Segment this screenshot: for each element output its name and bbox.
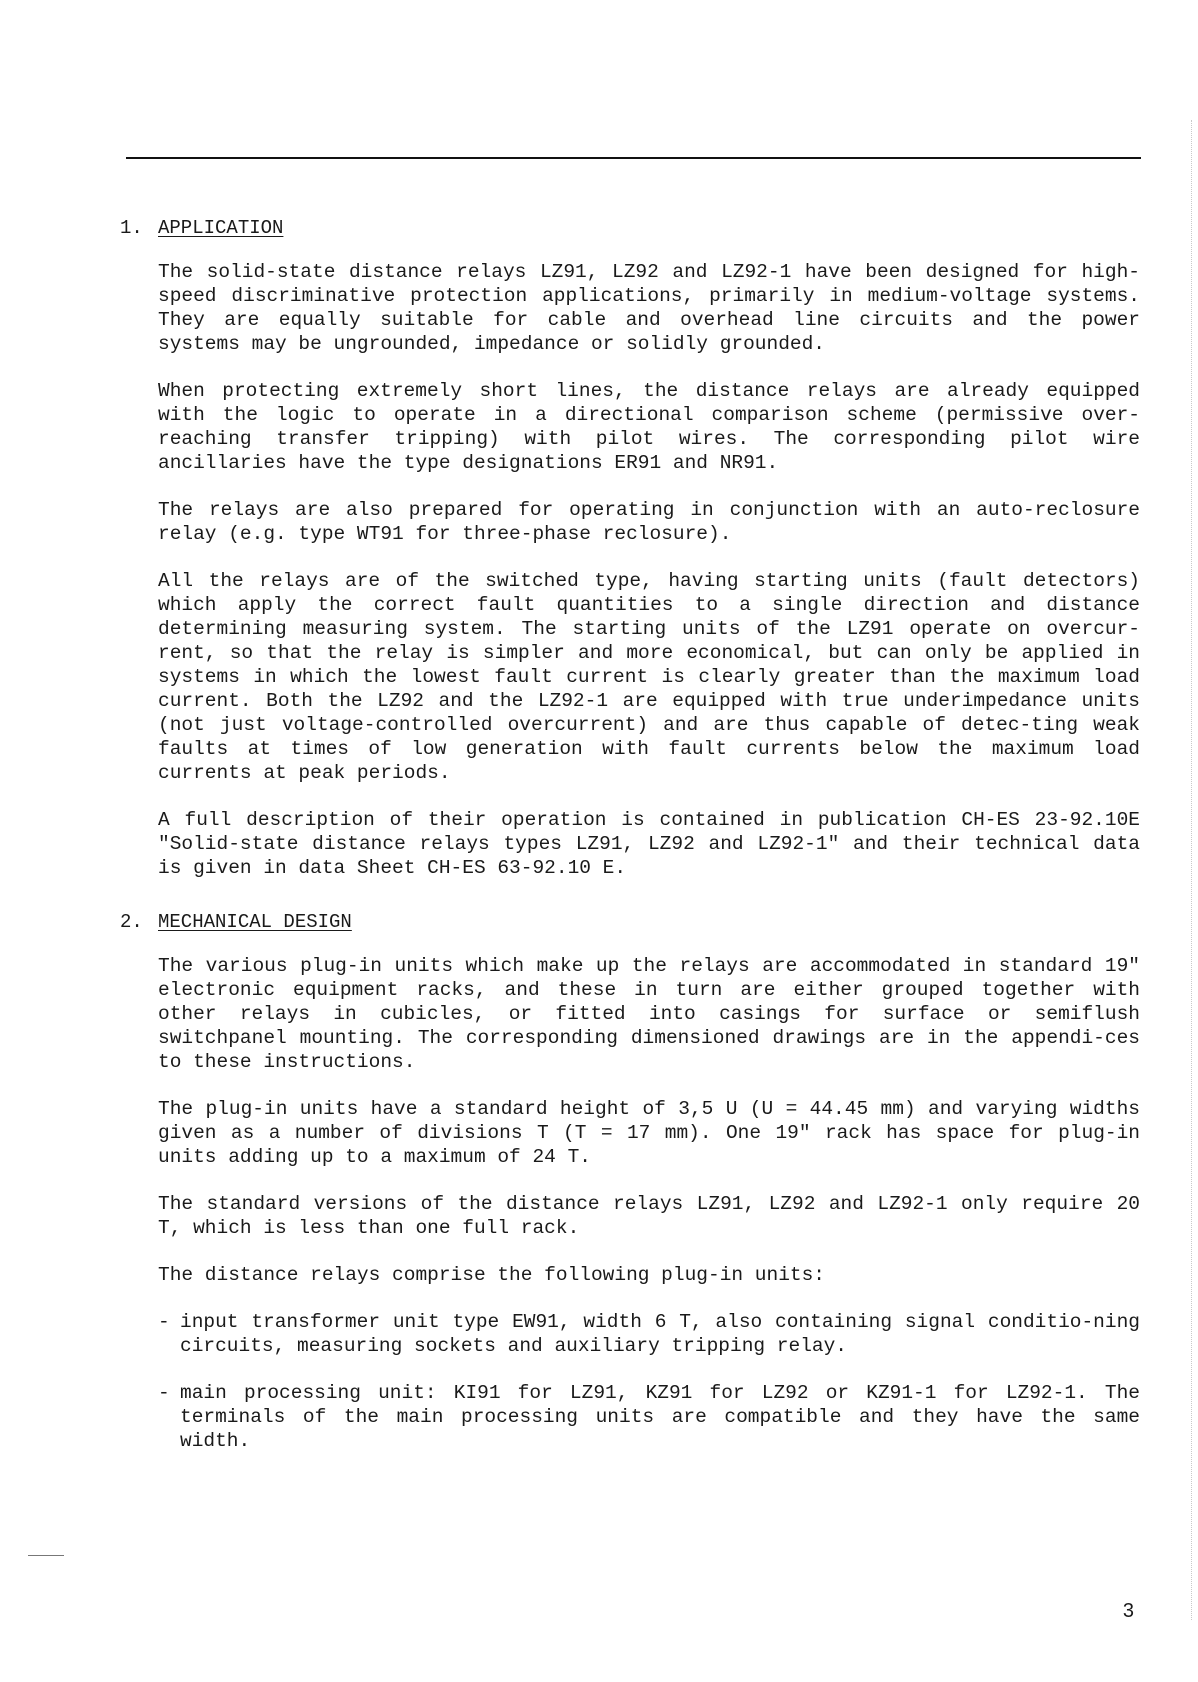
paragraph: The various plug-in units which make up the relays are accommodated in standard 19" electronic equipment racks, and these in turn are either grouped together with other relays in cubicles, or fitted into casings for surface or semiflush switchpanel mounting. The corresponding dimensioned drawings are in the appendi-ces to these instructions. — [158, 955, 1140, 1073]
section-heading — [120, 216, 1140, 240]
list-item-text: main processing unit: KI91 for LZ91, KZ91 for LZ92 or KZ91-1 for LZ92-1. The terminals of the main processing units are compatible and they have the same width. — [180, 1382, 1140, 1452]
list-item — [158, 1310, 1140, 1358]
paragraph: All the relays are of the switched type, having starting units (fault detectors) which apply the correct fault quantities to a single direction and distance determining measuring system. The starting units of the LZ91 operate on overcur-rent, so that the relay is simpler and more economical, but can only be applied in systems in which the lowest fault current is clearly greater than the maximum load current. Both the LZ92 and the LZ92-1 are equipped with true underimpedance units (not just voltage-controlled overcurrent) and are thus capable of detec-ting weak faults at times of low generation with fault currents below the maximum load currents at peak periods. — [158, 570, 1140, 784]
section-heading — [120, 910, 1140, 934]
section-number: 2. — [120, 911, 143, 933]
paragraph: The distance relays comprise the following plug-in units: — [158, 1264, 826, 1286]
section-mechanical-design — [120, 910, 1140, 1476]
paragraph: When protecting extremely short lines, the distance relays are already equipped with the logic to operate in a directional comparison scheme (permissive over-reaching transfer tripping) with pilot wires. The corresponding pilot wire ancillaries have the type designations ER91 and NR91. — [158, 380, 1140, 474]
plug-in-unit-list — [158, 1310, 1140, 1453]
bullet-marker: - — [158, 1311, 170, 1333]
paragraph: A full description of their operation is contained in publication CH-ES 23-92.10E "Solid-state distance relays types LZ91, LZ92 and LZ92-1" and their technical data is given in data Sheet CH-ES 63-92.10 E. — [158, 809, 1140, 879]
scan-edge — [1191, 120, 1192, 1620]
list-item — [158, 1381, 1140, 1453]
section-number: 1. — [120, 217, 143, 239]
section-application — [120, 216, 1140, 903]
paragraph: The solid-state distance relays LZ91, LZ92 and LZ92-1 have been designed for high-speed discriminative protection applications, primarily in medium-voltage systems. They are equally suitable for cable and overhead line circuits and the power systems may be ungrounded, impedance or solidly grounded. — [158, 261, 1140, 355]
paragraph: The relays are also prepared for operating in conjunction with an auto-reclosure relay (e.g. type WT91 for three-phase reclosure). — [158, 499, 1140, 545]
bullet-marker: - — [158, 1382, 170, 1404]
page-number: 3 — [1122, 1600, 1134, 1622]
section-title: APPLICATION — [158, 217, 284, 239]
margin-mark — [28, 1555, 64, 1556]
paragraph: The standard versions of the distance relays LZ91, LZ92 and LZ92-1 only require 20 T, which is less than one full rack. — [158, 1193, 1140, 1239]
list-item-text: input transformer unit type EW91, width 6 T, also containing signal conditio-ning circuits, measuring sockets and auxiliary tripping relay. — [180, 1311, 1140, 1357]
paragraph: The plug-in units have a standard height of 3,5 U (U = 44.45 mm) and varying widths given as a number of divisions T (T = 17 mm). One 19" rack has space for plug-in units adding up to a maximum of 24 T. — [158, 1098, 1140, 1168]
section-title: MECHANICAL DESIGN — [158, 911, 352, 933]
header-rule — [126, 157, 1141, 159]
